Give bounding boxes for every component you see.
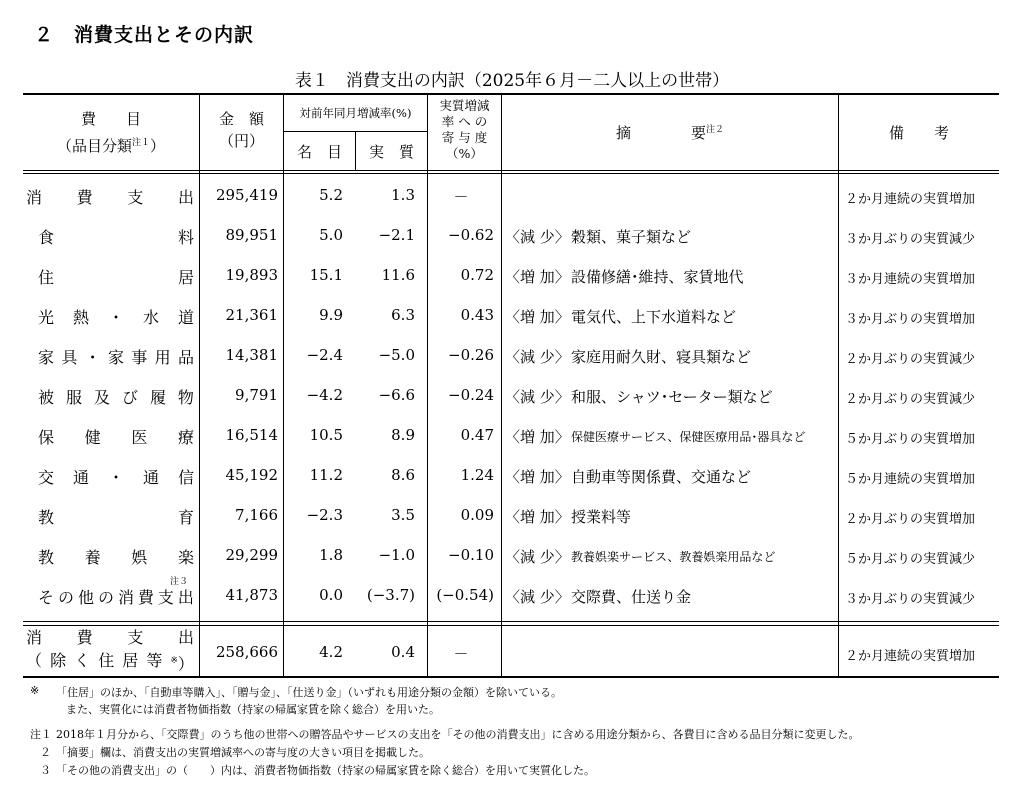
header-item-bottom: （品目分類$^{注1}$）: [56, 137, 166, 155]
row-amount: 7,166: [235, 506, 278, 524]
row-summary: 授業料等: [571, 508, 632, 526]
note-star-1: 「住居」のほか、「自動車等購入」、「贈与金」、「仕送り金」（いずれも用途分類の金額）を除いている。: [56, 686, 562, 699]
header-amount-top: 金 額: [218, 110, 264, 128]
row-summary-tag: 〈減 少〉: [505, 548, 570, 566]
row-amount: 41,873: [225, 586, 278, 604]
row-contrib: 0.43: [460, 306, 494, 324]
row-item: そ の 他 の 消 費 支 出: [38, 588, 194, 607]
row-summary-tag: 〈増 加〉: [505, 308, 570, 326]
row-contrib: 1.24: [460, 466, 494, 484]
row-contrib: 0.47: [460, 426, 494, 444]
note-1-label: 注１: [30, 728, 52, 741]
row-summary: 和服、シャツ･セーター類など: [571, 388, 773, 406]
header-real: 実 質: [368, 143, 414, 161]
row-remark: ２か月ぶりの実質減少: [845, 352, 976, 367]
row-amount: 16,514: [225, 426, 278, 444]
row-real: −6.6: [378, 386, 415, 404]
header-remarks: 備 考: [888, 124, 949, 142]
row-summary: 穀類、菓子類など: [571, 228, 692, 246]
row-real: 11.6: [381, 266, 415, 284]
header-item: [23, 107, 199, 158]
row-real: −2.1: [378, 226, 415, 244]
excl-item-line1: 消 費 支 出: [26, 628, 194, 647]
row-summary: 家庭用耐久財、寝具類など: [571, 348, 752, 366]
row-item: 被 服 及 び 履 物: [38, 388, 194, 407]
note-2-label: ２: [40, 746, 51, 759]
table-bottom-rule: [23, 676, 999, 678]
row-nominal: 1.8: [319, 546, 343, 564]
row-item: 保 健 医 療: [38, 428, 194, 447]
row-summary-tag: 〈増 加〉: [505, 428, 570, 446]
excl-nominal: 4.2: [319, 643, 343, 661]
header-bottom-rule-2: [23, 173, 999, 174]
note-3: 「その他の消費支出」の（ ）内は、消費者物価指数（持家の帰属家賃を除く総合）を用いて実質化した。: [56, 764, 595, 777]
row-real: (−3.7): [366, 586, 415, 604]
note-3-label: ３: [40, 764, 51, 777]
row-summary: 教養娯楽サービス、教養娯楽用品など: [571, 550, 776, 564]
row-amount: 9,791: [235, 386, 278, 404]
row-remark: ２か月ぶりの実質増加: [845, 512, 976, 527]
row-summary-tag: 〈減 少〉: [505, 228, 570, 246]
row-item: 教 育: [38, 508, 194, 527]
excl-amount: 258,666: [215, 643, 278, 661]
header-contrib-1: 実質増減: [439, 98, 490, 113]
row-nominal: 9.9: [319, 306, 343, 324]
header-contrib-4: （%）: [446, 146, 483, 161]
row-nominal: 5.0: [319, 226, 343, 244]
row-real: 8.9: [391, 426, 415, 444]
row-summary-tag: 〈減 少〉: [505, 388, 570, 406]
header-nominal: 名 目: [296, 143, 342, 161]
row-nominal: −2.3: [306, 506, 343, 524]
note-star-mark: ※: [30, 684, 40, 697]
row-summary: 設備修繕･維持、家賃地代: [571, 268, 744, 286]
row-nominal: 11.2: [309, 466, 343, 484]
row-amount: 21,361: [225, 306, 278, 324]
header-contrib-2: 率 へ の: [441, 114, 488, 129]
row-summary-tag: 〈増 加〉: [505, 468, 570, 486]
row-item: 教 養 娯 楽: [38, 548, 194, 567]
row-contrib: 0.72: [460, 266, 494, 284]
row-remark: ３か月連続の実質増加: [845, 272, 976, 287]
row-remark: ５か月連続の実質増加: [845, 472, 976, 487]
note-1: 2018年１月分から、「交際費」のうち他の世帯への贈答品やサービスの支出を「その他の消費支出」に含める用途分類から、各費目に含める品目分類に変更した。: [56, 728, 860, 741]
row-remark: ２か月連続の実質増加: [845, 192, 976, 207]
row-nominal: −4.2: [306, 386, 343, 404]
row-nominal: 5.2: [319, 186, 343, 204]
header-contrib: [428, 98, 501, 162]
row-summary-tag: 〈減 少〉: [505, 588, 570, 606]
row-real: 8.6: [391, 466, 415, 484]
excl-remark: ２か月連続の実質増加: [845, 649, 976, 664]
row-summary: 電気代、上下水道料など: [571, 308, 737, 326]
excl-real: 0.4: [391, 643, 415, 661]
row-real: 3.5: [391, 506, 415, 524]
header-summary: 摘 要$^{注2}$: [615, 124, 725, 142]
header-bottom-rule-1: [23, 170, 999, 171]
section-title: ２ 消費支出とその内訳: [34, 24, 255, 46]
row-nominal: −2.4: [306, 346, 343, 364]
row-contrib: −0.26: [448, 346, 494, 364]
row-summary-tag: 〈増 加〉: [505, 268, 570, 286]
row-real: 6.3: [391, 306, 415, 324]
row-summary: 交際費、仕送り金: [571, 588, 692, 606]
row-amount: 89,951: [225, 226, 278, 244]
row-item: 住 居: [38, 268, 194, 287]
row-remark: ５か月ぶりの実質減少: [845, 552, 976, 567]
row-remark: ５か月ぶりの実質増加: [845, 432, 976, 447]
row-real: −1.0: [378, 546, 415, 564]
row-amount: 295,419: [215, 186, 278, 204]
row-contrib: 0.09: [460, 506, 494, 524]
row-remark: ２か月ぶりの実質減少: [845, 392, 976, 407]
row-item: 家 具 ・ 家 事 用 品: [38, 348, 194, 367]
row-nominal: 0.0: [319, 586, 343, 604]
row-contrib: (−0.54): [436, 586, 494, 604]
row-amount: 14,381: [225, 346, 278, 364]
col-rule-5: [501, 94, 502, 677]
row-summary: 自動車等関係費、交通など: [571, 468, 752, 486]
row-nominal: 10.5: [309, 426, 343, 444]
row-real: −5.0: [378, 346, 415, 364]
table-top-rule: [23, 93, 999, 95]
row-item: 交 通 ・ 通 信: [38, 468, 194, 487]
excl-item-line2: （ 除 く 住 居 等 ※）: [26, 651, 194, 674]
row-contrib: －: [453, 188, 469, 206]
excl-top-rule-2: [23, 625, 999, 626]
header-contrib-3: 寄 与 度: [441, 130, 488, 145]
row-remark: ３か月ぶりの実質増加: [845, 312, 976, 327]
row-amount: 19,893: [225, 266, 278, 284]
row-summary-tag: 〈減 少〉: [505, 348, 570, 366]
row-amount: 29,299: [225, 546, 278, 564]
row-contrib: −0.10: [448, 546, 494, 564]
row-item: 消 費 支 出: [26, 188, 194, 207]
row-amount: 45,192: [225, 466, 278, 484]
row-contrib: −0.24: [448, 386, 494, 404]
row-real: 1.3: [391, 186, 415, 204]
excl-top-rule-1: [23, 621, 999, 622]
header-amount-bottom: （円）: [218, 132, 264, 150]
row-item: 食 料: [38, 228, 194, 247]
row-contrib: −0.62: [448, 226, 494, 244]
row-item: 光 熱 ・ 水 道: [38, 308, 194, 327]
note-2: 「摘要」欄は、消費支出の実質増減率への寄与度の大きい項目を掲載した。: [56, 746, 430, 759]
row-remark: ３か月ぶりの実質減少: [845, 592, 976, 607]
row-nominal: 15.1: [309, 266, 343, 284]
row-item-note: 注３: [170, 577, 189, 587]
row-summary-tag: 〈増 加〉: [505, 508, 570, 526]
note-star-2: また、実質化には消費者物価指数（持家の帰属家賃を除く総合）を用いた。: [66, 703, 440, 716]
row-remark: ３か月ぶりの実質減少: [845, 232, 976, 247]
header-change-group: 対前年同月増減率(%): [299, 106, 412, 120]
header-item-top: 費 目: [80, 110, 141, 128]
row-summary: 保健医療サービス、保健医療用品･器具など: [571, 430, 806, 444]
table-caption: 表１ 消費支出の内訳（2025年６月－二人以上の世帯）: [294, 71, 730, 91]
col-rule-6: [838, 94, 839, 677]
header-amount: [200, 108, 283, 152]
excl-contrib: －: [453, 645, 469, 663]
